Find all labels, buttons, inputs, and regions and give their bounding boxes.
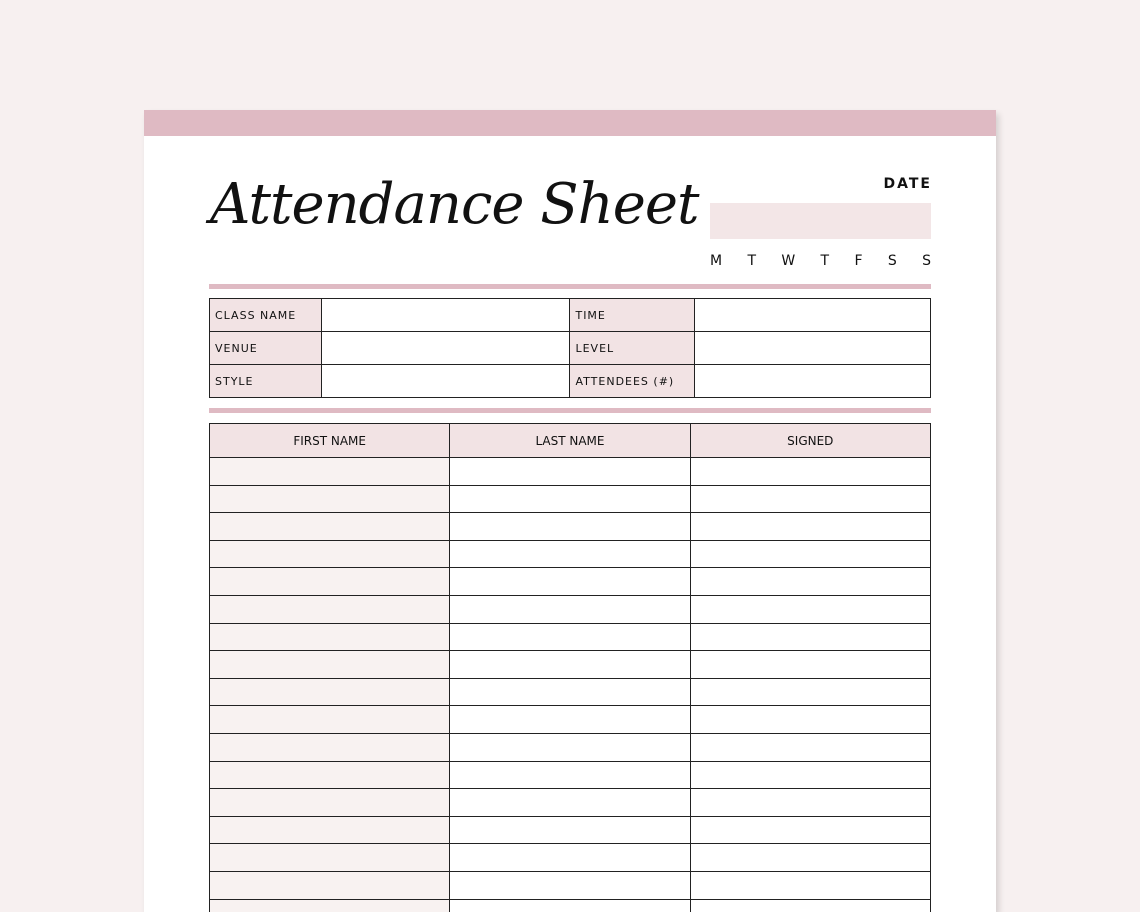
last-name-cell[interactable] — [450, 540, 690, 568]
venue-field[interactable] — [321, 332, 570, 365]
signed-cell[interactable] — [690, 678, 930, 706]
first-name-cell[interactable] — [210, 678, 450, 706]
signed-cell[interactable] — [690, 540, 930, 568]
weekday-selector — [710, 253, 932, 269]
day-tuesday[interactable]: T — [747, 253, 757, 269]
first-name-cell[interactable] — [210, 844, 450, 872]
last-name-cell[interactable] — [450, 595, 690, 623]
first-name-cell[interactable] — [210, 871, 450, 899]
last-name-cell[interactable] — [450, 458, 690, 486]
table-row — [210, 651, 931, 679]
signed-cell[interactable] — [690, 623, 930, 651]
table-row — [210, 540, 931, 568]
last-name-cell[interactable] — [450, 706, 690, 734]
first-name-cell[interactable] — [210, 789, 450, 817]
style-label: STYLE — [210, 365, 322, 398]
table-row — [210, 789, 931, 817]
first-name-cell[interactable] — [210, 816, 450, 844]
last-name-header: LAST NAME — [450, 424, 690, 458]
signed-cell[interactable] — [690, 899, 930, 912]
day-thursday[interactable]: T — [820, 253, 831, 269]
first-name-cell[interactable] — [210, 568, 450, 596]
table-row — [210, 485, 931, 513]
table-row — [210, 458, 931, 486]
signed-cell[interactable] — [690, 761, 930, 789]
signed-cell[interactable] — [690, 513, 930, 541]
time-label: TIME — [570, 299, 695, 332]
first-name-cell[interactable] — [210, 733, 450, 761]
last-name-cell[interactable] — [450, 568, 690, 596]
level-label: LEVEL — [570, 332, 695, 365]
table-row — [210, 816, 931, 844]
header-row — [210, 424, 931, 458]
table-row — [210, 513, 931, 541]
last-name-cell[interactable] — [450, 623, 690, 651]
table-row — [210, 844, 931, 872]
signed-cell[interactable] — [690, 706, 930, 734]
signed-header: SIGNED — [690, 424, 930, 458]
signed-cell[interactable] — [690, 733, 930, 761]
signed-cell[interactable] — [690, 789, 930, 817]
first-name-header: FIRST NAME — [210, 424, 450, 458]
signed-cell[interactable] — [690, 568, 930, 596]
first-name-cell[interactable] — [210, 513, 450, 541]
attendance-rows — [210, 458, 931, 912]
table-row — [210, 871, 931, 899]
date-label: DATE — [883, 176, 932, 192]
top-color-band — [144, 110, 996, 136]
class-name-field[interactable] — [321, 299, 570, 332]
last-name-cell[interactable] — [450, 844, 690, 872]
class-name-label: CLASS NAME — [210, 299, 322, 332]
info-row — [210, 299, 931, 332]
attendees-label: ATTENDEES (#) — [570, 365, 695, 398]
table-row — [210, 623, 931, 651]
table-row — [210, 706, 931, 734]
date-field[interactable] — [710, 203, 931, 239]
last-name-cell[interactable] — [450, 789, 690, 817]
first-name-cell[interactable] — [210, 540, 450, 568]
level-field[interactable] — [695, 332, 931, 365]
table-row — [210, 761, 931, 789]
signed-cell[interactable] — [690, 871, 930, 899]
style-field[interactable] — [321, 365, 570, 398]
last-name-cell[interactable] — [450, 871, 690, 899]
first-name-cell[interactable] — [210, 485, 450, 513]
signed-cell[interactable] — [690, 651, 930, 679]
attendance-table — [209, 423, 931, 912]
last-name-cell[interactable] — [450, 816, 690, 844]
table-row — [210, 595, 931, 623]
last-name-cell[interactable] — [450, 761, 690, 789]
time-field[interactable] — [695, 299, 931, 332]
attendees-field[interactable] — [695, 365, 931, 398]
last-name-cell[interactable] — [450, 513, 690, 541]
info-row — [210, 332, 931, 365]
signed-cell[interactable] — [690, 595, 930, 623]
signed-cell[interactable] — [690, 485, 930, 513]
first-name-cell[interactable] — [210, 458, 450, 486]
signed-cell[interactable] — [690, 844, 930, 872]
last-name-cell[interactable] — [450, 651, 690, 679]
sheet-title: Attendance Sheet — [210, 172, 699, 237]
day-monday[interactable]: M — [710, 253, 724, 269]
last-name-cell[interactable] — [450, 678, 690, 706]
last-name-cell[interactable] — [450, 485, 690, 513]
table-row — [210, 678, 931, 706]
first-name-cell[interactable] — [210, 899, 450, 912]
divider-rule — [209, 408, 931, 413]
day-saturday[interactable]: S — [887, 253, 898, 269]
table-row — [210, 568, 931, 596]
day-sunday[interactable]: S — [922, 253, 932, 269]
first-name-cell[interactable] — [210, 595, 450, 623]
class-info-table — [209, 298, 931, 398]
venue-label: VENUE — [210, 332, 322, 365]
first-name-cell[interactable] — [210, 706, 450, 734]
first-name-cell[interactable] — [210, 651, 450, 679]
last-name-cell[interactable] — [450, 733, 690, 761]
day-wednesday[interactable]: W — [781, 253, 797, 269]
signed-cell[interactable] — [690, 458, 930, 486]
first-name-cell[interactable] — [210, 761, 450, 789]
first-name-cell[interactable] — [210, 623, 450, 651]
table-row — [210, 899, 931, 912]
info-row — [210, 365, 931, 398]
divider-rule — [209, 284, 931, 289]
last-name-cell[interactable] — [450, 899, 690, 912]
attendance-sheet — [144, 110, 996, 912]
table-row — [210, 733, 931, 761]
day-friday[interactable]: F — [854, 253, 864, 269]
signed-cell[interactable] — [690, 816, 930, 844]
